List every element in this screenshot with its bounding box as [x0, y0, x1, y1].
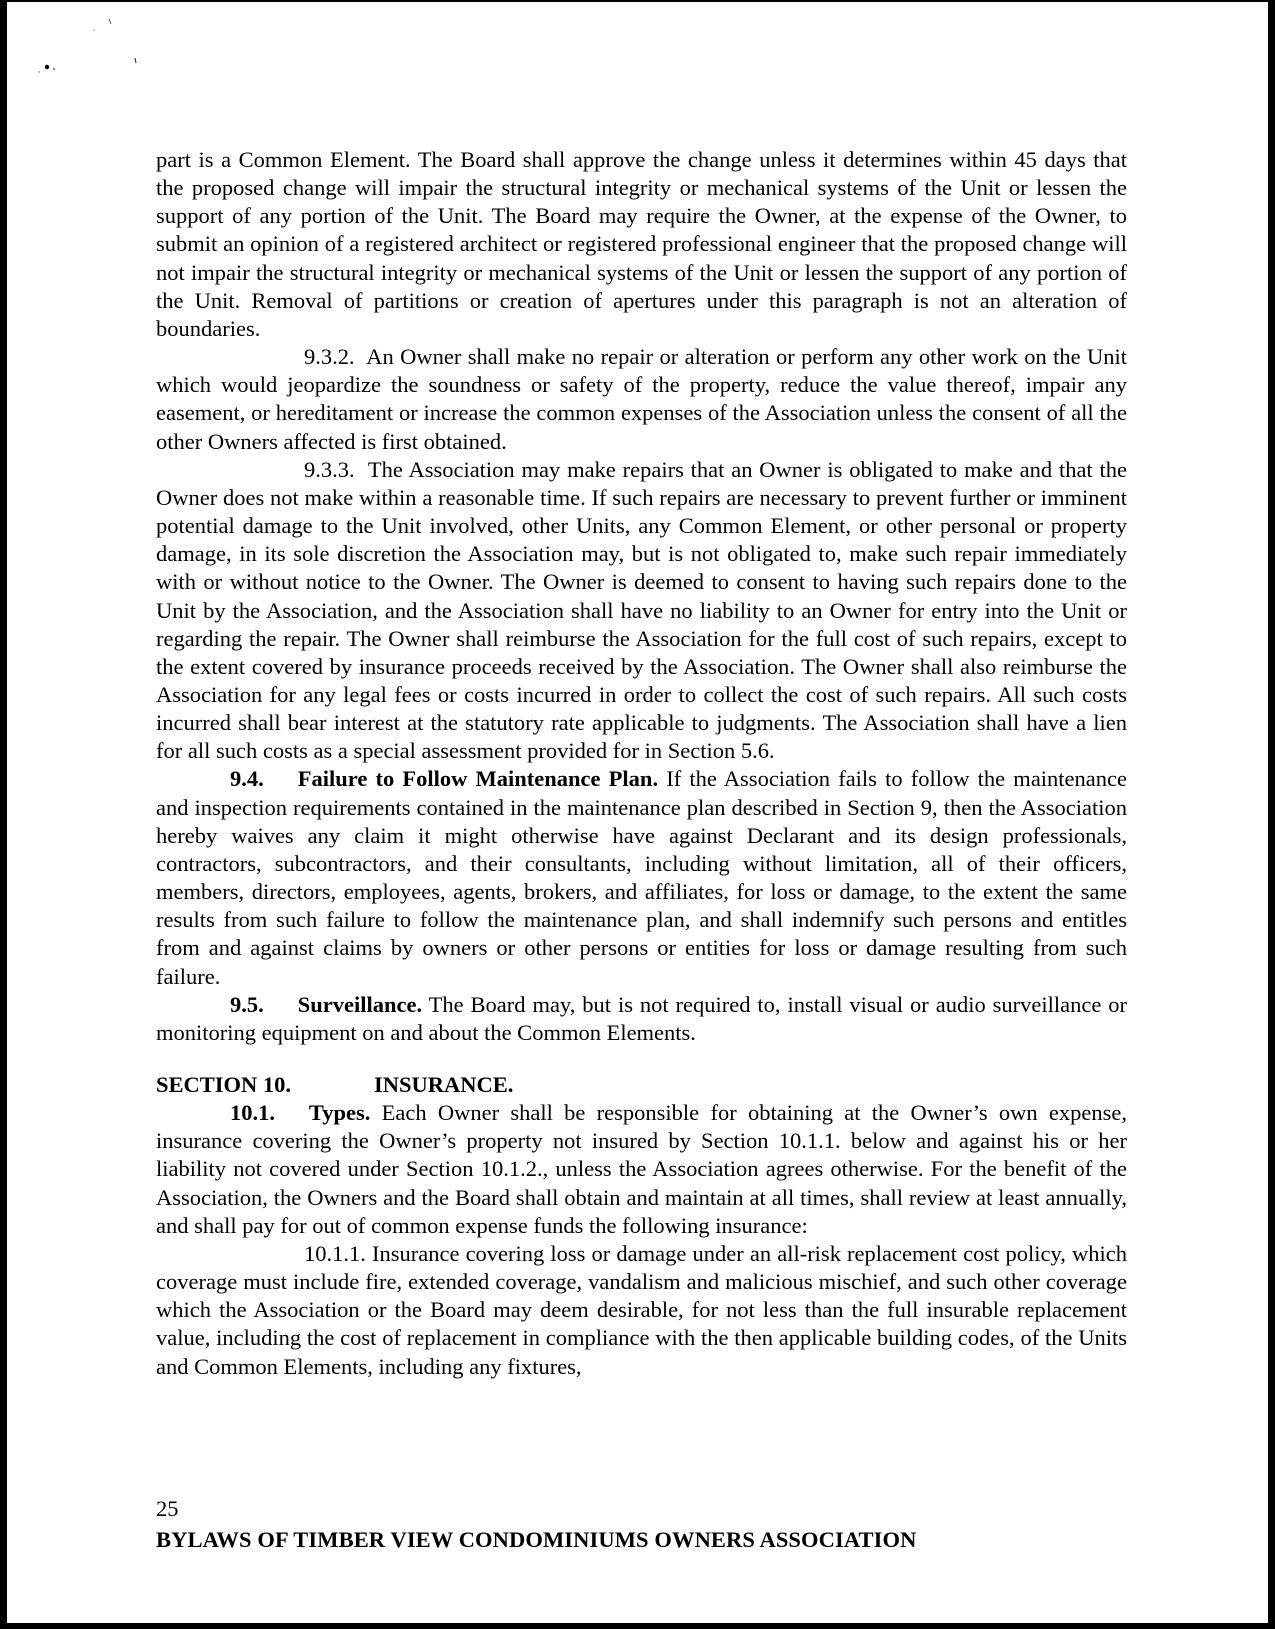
page-number: 25 — [156, 1496, 179, 1521]
subsection-number: 9.3.3. — [304, 456, 355, 482]
subsection-10-1-1 — [156, 1240, 1127, 1381]
section-title: Failure to Follow Maintenance Plan. — [297, 766, 659, 792]
speck-dot — [93, 29, 94, 30]
subsection-text: The Association may make repairs that an Owner is obligated to make and that the Owner does not make within a reasonable time. If such repairs are necessary to prevent further or imminent potential damage to the Unit involved, other Units, any Common Element, or other personal or property damage, in its sole discretion the Association may, but is not obligated to, make such repair immediately with or without notice to the Owner. The Owner is deemed to consent to having such repairs done to the Unit by the Association, and the Association shall have no liability to an Owner for entry into the Unit or regarding the repair. The Owner shall reimburse the Association for the full cost of such repairs, except to the extent covered by insurance proceeds received by the Association. The Owner shall also reimburse the Association for any legal fees or costs incurred in order to collect the cost of such repairs. All such costs incurred shall bear interest at the statutory rate applicable to judgments. The Association shall have a lien for all such costs as a special assessment provided for in Section 5.6. — [156, 456, 1127, 764]
heading-number: SECTION 10. — [156, 1072, 292, 1097]
section-number: 9.5. — [230, 991, 264, 1017]
section-text: If the Association fails to follow the maintenance and inspection requirements contained in the maintenance plan described in Section 9, then the Association hereby waives any claim it might otherwise have against Declarant and its design professionals, contractors, subcontractors, and their consultants, including without limitation, all of their officers, members, directors, employees, agents, brokers, and affiliates, for loss or damage, to the extent the same results from such failure to follow the maintenance plan, and shall indemnify such persons and entitles from and against claims by owners or other persons or entities for loss or damage resulting from such failure. — [156, 766, 1127, 989]
heading-title: INSURANCE. — [374, 1072, 514, 1097]
subsection-text: Insurance covering loss or damage under an all-risk replacement cost policy, which coverage must include fire, extended coverage, vandalism and malicious mischief, and such other coverage which the Association or the Board may deem desirable, for not less than the full insurable replacement value, including the cost of replacement in compliance with the then applicable building codes, of the Units and Common Elements, including any fixtures, — [156, 1240, 1127, 1379]
paragraph-continuation: part is a Common Element. The Board shall approve the change unless it determines within 45 days that the proposed change will impair the structural integrity or mechanical systems of the Unit or lessen the support of any portion of the Unit. The Board may require the Owner, at the expense of the Owner, to submit an opinion of a registered architect or registered professional engineer that the proposed change will not impair the structural integrity or mechanical systems of the Unit or lessen the support of any portion of the Unit. Removal of partitions or creation of apertures under this paragraph is not an alteration of boundaries. — [156, 147, 1127, 341]
speck-mark — [135, 58, 136, 63]
speck-dot — [53, 68, 55, 70]
speck-dot — [45, 65, 49, 69]
subsection-text: An Owner shall make no repair or alteration or perform any other work on the Unit which would jeopardize the soundness or safety of the property, reduce the value thereof, impair any easement, or hereditament or increase the common expenses of the Association unless the consent of all the other Owners affected is first obtained. — [156, 344, 1128, 454]
footer-title: BYLAWS OF TIMBER VIEW CONDOMINIUMS OWNERS ASSOCIATION — [156, 1527, 917, 1552]
section-text: Each Owner shall be responsible for obtaining at the Owner’s own expense, insurance covering the Owner’s property not insured by Section 10.1.1. below and against his or her liability not covered under Section 10.1.2., unless the Association agrees otherwise. For the benefit of the Association, the Owners and the Board shall obtain and maintain at all times, shall review at least annually, and shall pay for out of common expense funds the following insurance: — [156, 1100, 1128, 1238]
document-body — [156, 146, 1127, 1381]
section-10-1 — [156, 1099, 1127, 1240]
subsection-9-3-3 — [156, 456, 1127, 766]
section-text: The Board may, but is not required to, install visual or audio surveillance or monitoring equipment on and about the Common Elements. — [156, 991, 1127, 1045]
speck-dot — [38, 71, 39, 72]
scan-specks — [37, 16, 157, 76]
subsection-number: 9.3.2. — [304, 344, 355, 370]
section-10-heading — [156, 1071, 1127, 1099]
section-number: 10.1. — [230, 1100, 275, 1126]
section-title: Surveillance. — [297, 991, 423, 1017]
section-9-5 — [156, 991, 1127, 1047]
subsection-9-3-2 — [156, 343, 1127, 456]
section-9-4 — [156, 765, 1127, 990]
speck-mark — [109, 19, 111, 24]
section-title: Types. — [308, 1100, 371, 1126]
subsection-number: 10.1.1. — [304, 1240, 366, 1266]
section-number: 9.4. — [230, 766, 264, 792]
